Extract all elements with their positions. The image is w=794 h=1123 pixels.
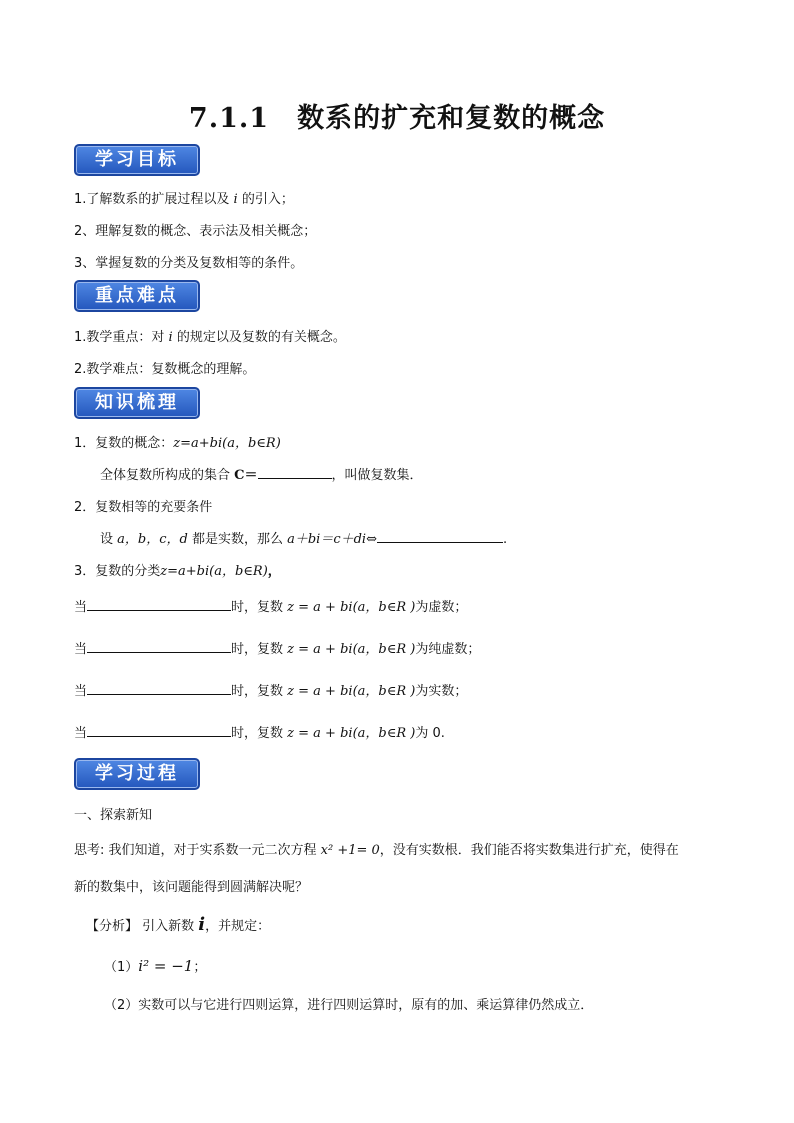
answer-blank[interactable] [87, 682, 231, 695]
rule-2: （2）实数可以与它进行四则运算，进行四则运算时，原有的加、乘运算律仍然成立． [104, 998, 594, 1013]
key-point-2: 2.教学难点：复数概念的理解。 [74, 362, 256, 377]
classification-case-real: 当 时，复数 z = a + bi(a，b∈R )为实数； [74, 684, 468, 699]
goal-3: 3、掌握复数的分类及复数相等的条件。 [74, 256, 304, 271]
section-badge-goals: 学习目标 [74, 144, 200, 176]
answer-blank[interactable] [258, 466, 332, 479]
key-point-1: 1.教学重点：对 i 的规定以及复数的有关概念。 [74, 330, 346, 345]
answer-blank[interactable] [87, 598, 231, 611]
classification-case-pure-imaginary: 当 时，复数 z = a + bi(a，b∈R )为纯虚数； [74, 642, 481, 657]
knowledge-3: 3．复数的分类z=a+bi(a，b∈R)， [74, 564, 281, 579]
answer-blank[interactable] [87, 640, 231, 653]
section-badge-process: 学习过程 [74, 758, 200, 790]
section-badge-knowledge: 知识梳理 [74, 387, 200, 419]
answer-blank[interactable] [377, 530, 503, 543]
rule-1: （1）i² = −1； [104, 957, 207, 975]
question-line-2: 新的数集中，该问题能得到圆满解决呢？ [74, 880, 309, 895]
process-heading: 一、探索新知 [74, 808, 153, 823]
goal-1: 1.了解数系的扩展过程以及 i 的引入； [74, 192, 294, 207]
classification-case-imaginary: 当 时，复数 z = a + bi(a，b∈R )为虚数； [74, 600, 468, 615]
classification-case-zero: 当 时，复数 z = a + bi(a，b∈R )为 0. [74, 726, 445, 741]
knowledge-2-condition: 设 a，b，c，d 都是实数，那么 a＋bi＝c＋di⇔ . [100, 532, 508, 547]
knowledge-2: 2．复数相等的充要条件 [74, 500, 213, 515]
page-title: 7.1.1 数系的扩充和复数的概念 [188, 103, 606, 134]
section-badge-key: 重点难点 [74, 280, 200, 312]
answer-blank[interactable] [87, 724, 231, 737]
goal-2: 2、理解复数的概念、表示法及相关概念； [74, 224, 317, 239]
analysis-line: 【分析】 引入新数 i，并规定： [86, 914, 271, 935]
knowledge-1: 1．复数的概念：z=a+bi(a，b∈R) [74, 436, 281, 451]
knowledge-1-set: 全体复数所构成的集合 C＝ ，叫做复数集． [100, 468, 423, 483]
question-line-1: 思考: 我们知道，对于实系数一元二次方程 x² +1= 0，没有实数根．我们能否将实数集进行扩充，使得在 [74, 843, 679, 858]
